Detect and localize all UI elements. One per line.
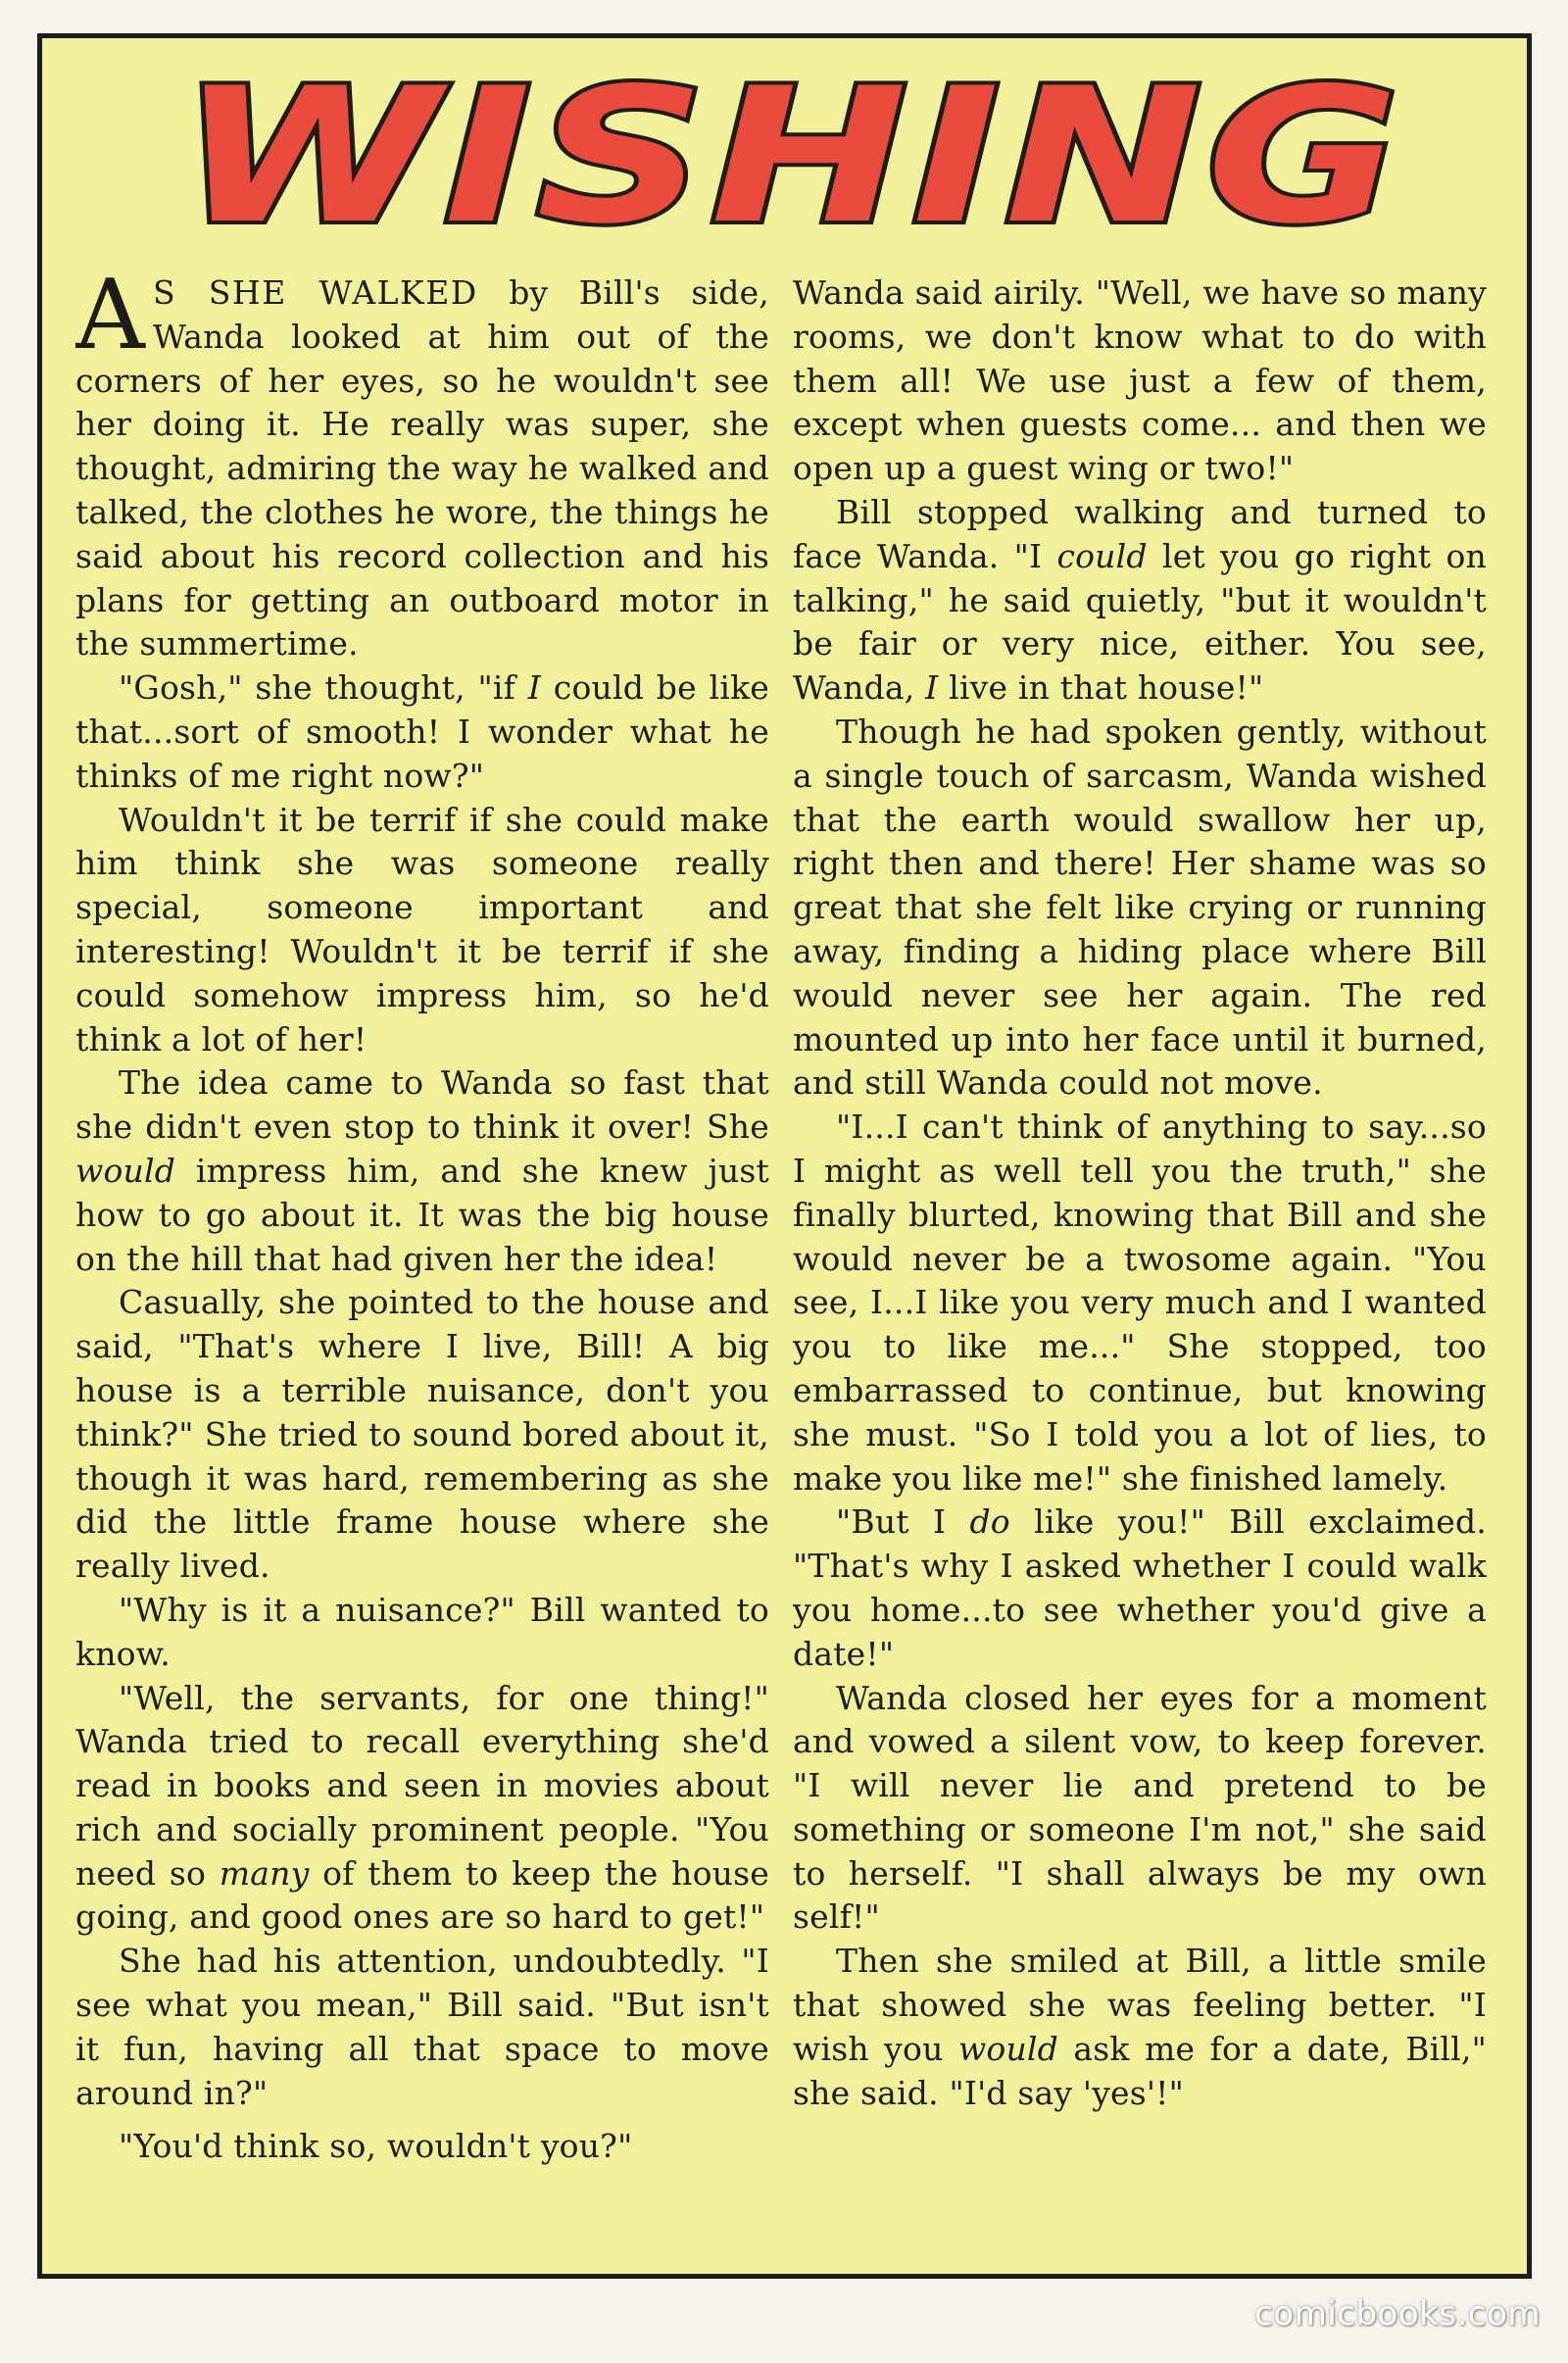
paragraph-9: "You'd think so, wouldn't you?" <box>119 2127 633 2166</box>
opening-caps: S SHE WALKED <box>152 273 478 312</box>
story-column-left <box>75 271 769 2261</box>
paragraph-11 <box>793 491 1487 711</box>
paragraph-12: Though he had spoken gently, without a single touch of sarcasm, Wanda wished that the earth would swallow her up, right then and there! Her shame was so great that she felt like crying or running away, finding a hiding place where Bill would never see her again. The red mounted up into her face until it burned, and still Wanda could not move. <box>793 712 1487 1103</box>
paragraph-text: Bill stopped walking and turned to face Wanda. "I <box>793 492 1487 575</box>
title-text: WISHING <box>179 56 1404 262</box>
paragraph-14 <box>793 1501 1487 1676</box>
paragraph-text: live in that house!" <box>938 668 1264 708</box>
paragraph-15: Wanda closed her eyes for a moment and vowed a silent vow, to keep forever. "I will never lie and pretend to be something or someone I'm not," she said to herself. "I shall always be my own self!" <box>793 1678 1487 1937</box>
paragraph-3: Wouldn't it be terrif if she could make him think she was someone really special, someone important and interesting! Wouldn't it be terrif if she could somehow impress him, so he'd think a lot of her! <box>75 800 769 1058</box>
paragraph-text: "But I <box>836 1502 970 1542</box>
paragraph-text: ask me for a date, Bill," she said. "I'd say 'yes'!" <box>793 2029 1487 2112</box>
paragraph-10: Wanda said airily. "Well, we have so many rooms, we don't know what to do with them all! We use just a few of them, except when guests come... and then we open up a guest wing or two!" <box>793 273 1487 488</box>
paragraph-text: Then she smiled at Bill, a little smile that showed she was feeling better. "I wish you <box>793 1942 1487 2068</box>
paragraph-text: of them to keep the house going, and good ones are so hard to get!" <box>75 1853 769 1937</box>
paragraph-8: She had his attention, undoubtedly. "I see what you mean," Bill said. "But isn't it fun, having all that space to move around in?" <box>75 1942 769 2112</box>
paragraph-7 <box>75 1677 769 1941</box>
emphasis: would <box>957 2029 1058 2068</box>
paragraph-5: Casually, she pointed to the house and said, "That's where I live, Bill! A big house is a terrible nuisance, don't you think?" She tried to sound bored about it, though it was hard, remembering as she did the little frame house where she really lived. <box>75 1283 769 1586</box>
watermark: comicbooks.com <box>1254 2294 1541 2334</box>
paragraph-text: like you!" Bill exclaimed. "That's why I asked whether I could walk you home...to see whether you'd give a date!" <box>793 1502 1487 1673</box>
paragraph-13: "I...I can't think of anything to say...so I might as well tell you the truth," she finally blurted, knowing that Bill and she would never be a twosome again. "You see, I...I like you very much and I wanted you to like me..." She stopped, too embarrassed to continue, but knowing she must. "So I told you a lot of lies, to make you like me!" she finished lamely. <box>793 1108 1487 1498</box>
paragraph-1 <box>75 271 769 666</box>
emphasis: I <box>527 668 542 708</box>
paragraph-text: could be like that...sort of smooth! I wonder what he thinks of me right now?" <box>75 668 769 795</box>
story-panel <box>37 33 1532 2279</box>
paragraph-text: let you go right on talking," he said quietly, "but it wouldn't be fair or very nice, either. You see, Wanda, <box>793 536 1487 708</box>
paragraph-text: by Bill's side, Wanda looked at him out of the corners of her eyes, so he wouldn't see her doing it. He really was super, she thought, admiring the way he walked and talked, the clothes he wore, the things he said about his record collection and his plans for getting an outboard motor in the summertime. <box>75 273 769 664</box>
paragraph-2 <box>75 666 769 798</box>
paragraph-16 <box>793 1940 1487 2115</box>
paragraph-text: The idea came to Wanda so fast that she didn't even stop to think it over! She <box>75 1063 769 1147</box>
paragraph-text: impress him, and she knew just how to go about it. It was the big house on the hill that had given her the idea! <box>75 1151 769 1278</box>
paragraph-4 <box>75 1061 769 1281</box>
emphasis: many <box>219 1853 310 1893</box>
paragraph-6: "Why is it a nuisance?" Bill wanted to know. <box>75 1590 769 1673</box>
story-column-right <box>793 271 1487 2261</box>
title-logo <box>140 56 1444 262</box>
emphasis: could <box>1056 536 1148 575</box>
paragraph-text: "Well, the servants, for one thing!" Wanda tried to recall everything she'd read in books and seen in movies about rich and socially prominent people. "You need so <box>75 1678 769 1893</box>
paragraph-text: "Gosh," she thought, "if <box>119 668 528 708</box>
emphasis: would <box>75 1151 176 1190</box>
emphasis: I <box>925 668 939 708</box>
emphasis: do <box>969 1502 1010 1542</box>
drop-cap: A <box>75 271 145 371</box>
